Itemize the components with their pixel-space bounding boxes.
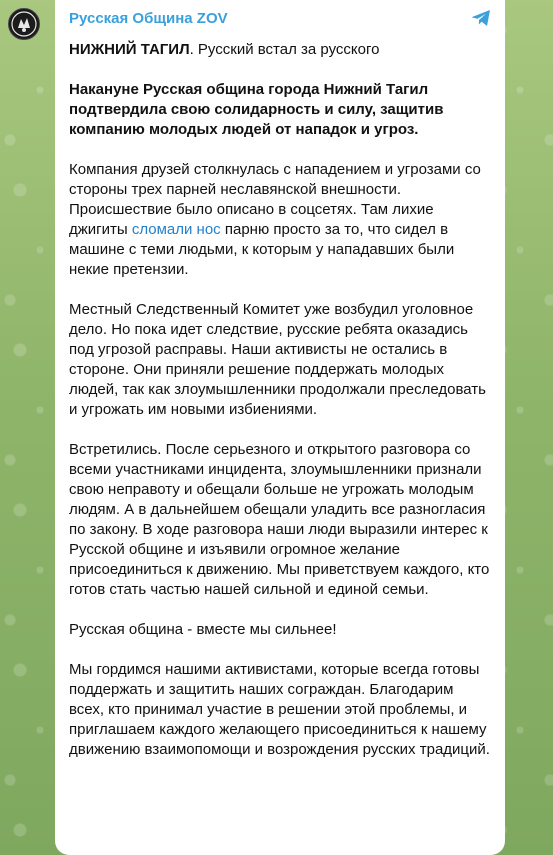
- broken-nose-link[interactable]: сломали нос: [131, 221, 221, 238]
- post-paragraph-3: Встретились. После серьезного и открытого разговора со всеми участниками инцидента, злоумышленники признали свою неправоту и обещали больше не угрожать молодым людям. А в дальнейшем обещали уладить все разногласия по закону. В ходе разговора наши люди выразили интерес к Русской общине и изъявили огромное желание присоединиться к движению. Мы приветствуем каждого, кто готов стать частью нашей сильной и единой семьи.: [69, 441, 490, 598]
- channel-name[interactable]: Русская Община ZOV: [69, 10, 228, 27]
- post-title-rest: . Русский встал за русского: [189, 41, 380, 58]
- p1-text-before-link: Компания друзей столкнулась с нападением и угрозами со стороны трех парней неславянской внешности. Происшествие было описано в соцсетях. Там лихие джигиты: [69, 161, 481, 238]
- message-bubble: [55, 0, 505, 855]
- telegram-share-icon[interactable]: [469, 6, 493, 30]
- post-paragraph-1: [69, 160, 491, 280]
- post-paragraph-2: Местный Следственный Комитет уже возбудил уголовное дело. Но пока идет следствие, русские ребята оказадись под угрозой расправы. Наши активисты не остались в стороне. Они приняли решение поддержать молодых людей, так как злоумышленники продолжали преследовать и угрожать им новыми избиениями.: [69, 301, 486, 418]
- post-title-location: НИЖНИЙ ТАГИЛ: [69, 41, 190, 58]
- channel-avatar[interactable]: [8, 8, 40, 40]
- p1-text-after-link: парню просто за то, что сидел в машине с теми людьми, к которым у нападавших были некие претензии.: [69, 221, 455, 278]
- message-header: [69, 8, 491, 30]
- post-paragraph-5: Мы гордимся нашими активистами, которые всегда готовы поддержать и защитить наших сограждан. Благодарим всех, кто принимал участие в решении этой проблемы, и приглашаем каждого желающего присоединиться к нашему движению взаимопомощи и возрождения русских традиций.: [69, 661, 490, 758]
- avatar-emblem-icon: [10, 10, 38, 38]
- post-paragraph-4: Русская община - вместе мы сильнее!: [69, 621, 337, 638]
- post-title: [69, 40, 491, 60]
- post-lead-paragraph: Накануне Русская община города Нижний Тагил подтвердила свою солидарность и силу, защитив компанию молодых людей от нападок и угроз.: [69, 81, 444, 138]
